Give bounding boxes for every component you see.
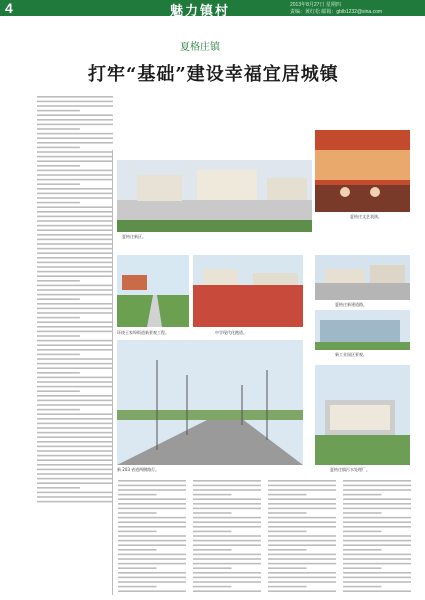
body-text-col5 — [342, 478, 412, 593]
text-line — [193, 508, 261, 510]
text-line — [193, 485, 261, 487]
text-line — [37, 436, 113, 438]
text-line — [37, 446, 113, 448]
text-line — [37, 119, 113, 121]
text-line — [343, 544, 411, 546]
text-line — [37, 124, 113, 126]
text-line — [343, 590, 411, 592]
text-line — [343, 494, 382, 496]
text-line — [193, 480, 261, 482]
text-line — [37, 142, 113, 144]
text-line — [343, 498, 411, 500]
text-line — [37, 450, 113, 452]
text-line — [37, 372, 80, 374]
text-line — [343, 554, 411, 556]
text-line — [37, 303, 113, 305]
text-line — [37, 312, 113, 314]
text-line — [37, 275, 113, 277]
text-line — [343, 521, 411, 523]
text-line — [268, 544, 336, 546]
photo-lights — [117, 340, 303, 465]
text-line — [118, 517, 186, 519]
text-line — [118, 567, 157, 569]
caption-plant: 夏格庄镇污水处理厂。 — [330, 467, 370, 472]
text-line — [37, 344, 113, 346]
text-line — [268, 498, 336, 500]
text-line — [343, 489, 411, 491]
photo-town — [117, 160, 312, 232]
caption-street: 夏格庄新建道路。 — [335, 302, 367, 307]
text-line — [37, 478, 113, 480]
text-line — [268, 586, 307, 588]
text-line — [343, 586, 382, 588]
text-line — [37, 473, 113, 475]
text-line — [37, 257, 113, 259]
text-line — [37, 492, 113, 494]
text-line — [118, 508, 186, 510]
text-line — [37, 220, 113, 222]
text-line — [268, 558, 336, 560]
text-line — [193, 531, 232, 533]
text-line — [37, 216, 113, 218]
text-line — [37, 308, 113, 310]
text-line — [268, 581, 336, 583]
text-line — [268, 577, 336, 579]
text-line — [193, 544, 261, 546]
text-line — [37, 202, 80, 204]
text-line — [37, 294, 113, 296]
text-line — [37, 133, 113, 135]
text-line — [37, 289, 113, 291]
text-line — [37, 271, 113, 273]
text-line — [37, 160, 113, 162]
text-line — [37, 418, 113, 420]
text-line — [193, 521, 261, 523]
text-line — [343, 531, 382, 533]
text-line — [343, 517, 411, 519]
text-line — [37, 390, 80, 392]
text-line — [193, 526, 261, 528]
text-line — [343, 558, 411, 560]
text-line — [37, 165, 80, 167]
text-line — [343, 480, 411, 482]
text-line — [37, 386, 113, 388]
text-line — [37, 423, 113, 425]
text-line — [37, 114, 113, 116]
text-line — [37, 170, 113, 172]
text-line — [193, 567, 232, 569]
text-line — [37, 331, 113, 333]
text-line — [193, 581, 261, 583]
text-line — [37, 137, 113, 139]
text-line — [37, 404, 113, 406]
text-line — [37, 110, 80, 112]
text-line — [343, 563, 411, 565]
text-line — [37, 317, 80, 319]
text-line — [118, 521, 186, 523]
text-line — [193, 577, 261, 579]
text-line — [37, 280, 80, 282]
text-line — [343, 540, 411, 542]
text-line — [268, 521, 336, 523]
text-line — [268, 503, 336, 505]
text-line — [193, 489, 261, 491]
text-line — [343, 581, 411, 583]
text-line — [118, 590, 186, 592]
text-line — [118, 512, 157, 514]
text-line — [118, 494, 157, 496]
text-line — [193, 586, 232, 588]
editor-info: 责编：黄红松 邮箱：gblb1232@sina.com — [290, 9, 383, 15]
text-line — [268, 572, 336, 574]
text-line — [268, 512, 307, 514]
text-line — [37, 469, 113, 471]
text-line — [37, 413, 113, 415]
text-line — [268, 517, 336, 519]
text-line — [268, 563, 336, 565]
text-line — [343, 508, 411, 510]
photo-track — [193, 255, 303, 327]
text-line — [343, 535, 411, 537]
text-line — [37, 105, 113, 107]
caption-road: 环绕王家埠街道新景观工程。 — [117, 330, 169, 335]
text-line — [193, 590, 261, 592]
text-line — [37, 354, 80, 356]
text-line — [118, 480, 186, 482]
text-line — [37, 321, 113, 323]
text-line — [37, 441, 113, 443]
text-line — [268, 567, 307, 569]
text-line — [268, 549, 307, 551]
text-line — [193, 554, 261, 556]
caption-lights: 新 203 省道两侧路灯。 — [117, 467, 160, 472]
text-line — [118, 503, 186, 505]
text-line — [37, 188, 113, 190]
text-line — [118, 554, 186, 556]
text-line — [268, 531, 307, 533]
text-line — [37, 395, 113, 397]
text-line — [118, 489, 186, 491]
text-line — [37, 239, 113, 241]
text-line — [268, 535, 336, 537]
text-line — [37, 179, 113, 181]
text-line — [37, 248, 113, 250]
text-line — [37, 455, 113, 457]
text-line — [37, 340, 113, 342]
text-line — [343, 567, 382, 569]
text-line — [118, 558, 186, 560]
text-line — [37, 298, 80, 300]
text-line — [37, 243, 113, 245]
text-line — [37, 400, 113, 402]
text-line — [37, 151, 113, 153]
text-line — [37, 266, 113, 268]
text-line — [37, 262, 113, 264]
text-line — [37, 96, 113, 98]
text-line — [37, 128, 80, 130]
text-line — [118, 549, 157, 551]
text-line — [37, 459, 113, 461]
text-line — [37, 197, 113, 199]
page-number: 4 — [5, 0, 13, 16]
photo-plant — [315, 365, 410, 465]
text-line — [268, 554, 336, 556]
text-line — [37, 377, 113, 379]
text-line — [37, 326, 113, 328]
text-line — [118, 572, 186, 574]
text-line — [193, 558, 261, 560]
text-line — [37, 367, 113, 369]
divider — [112, 150, 113, 595]
column-title: 魅力镇村 — [170, 3, 231, 18]
text-line — [37, 358, 113, 360]
text-line — [193, 549, 232, 551]
text-line — [268, 508, 336, 510]
text-line — [37, 381, 113, 383]
text-line — [37, 496, 113, 498]
caption-town: 夏格庄新区。 — [122, 234, 146, 239]
text-line — [193, 503, 261, 505]
text-line — [193, 540, 261, 542]
text-line — [268, 540, 336, 542]
photo-factory — [315, 310, 410, 350]
text-line — [37, 206, 113, 208]
text-line — [118, 526, 186, 528]
text-line — [193, 494, 232, 496]
text-line — [118, 586, 157, 588]
text-line — [268, 485, 336, 487]
text-line — [118, 498, 186, 500]
body-text-col1 — [36, 94, 114, 504]
text-line — [118, 540, 186, 542]
text-line — [268, 590, 336, 592]
text-line — [343, 512, 382, 514]
text-line — [37, 363, 113, 365]
text-line — [343, 549, 382, 551]
text-line — [193, 512, 232, 514]
text-line — [37, 225, 113, 227]
text-line — [343, 526, 411, 528]
body-text-col3 — [192, 478, 262, 593]
body-text-col4 — [267, 478, 337, 593]
text-line — [193, 535, 261, 537]
caption-track: 中学现代化跑道。 — [215, 330, 247, 335]
text-line — [193, 517, 261, 519]
text-line — [118, 535, 186, 537]
article-title: 打牢“基础”建设幸福宜居城镇 — [88, 64, 339, 85]
text-line — [268, 489, 336, 491]
text-line — [37, 229, 113, 231]
page-header — [0, 0, 425, 16]
text-line — [37, 335, 80, 337]
text-line — [118, 485, 186, 487]
text-line — [268, 494, 307, 496]
text-line — [37, 285, 113, 287]
text-lines-col1 — [36, 94, 114, 504]
photo-road — [117, 255, 189, 327]
text-line — [118, 563, 186, 565]
caption-factory: 新工业园区景观。 — [335, 352, 367, 357]
text-line — [37, 409, 80, 411]
text-line — [193, 498, 261, 500]
article-subtitle: 夏格庄镇 — [180, 42, 220, 53]
text-line — [118, 581, 186, 583]
text-line — [37, 234, 113, 236]
text-line — [343, 577, 411, 579]
text-line — [268, 526, 336, 528]
text-line — [193, 572, 261, 574]
text-line — [37, 432, 113, 434]
issue-date: 2013年8月27日 星期四 — [290, 2, 341, 8]
text-line — [37, 427, 113, 429]
text-line — [37, 487, 80, 489]
text-line — [37, 147, 80, 149]
text-line — [37, 501, 113, 503]
text-line — [268, 480, 336, 482]
text-line — [37, 482, 113, 484]
text-line — [37, 156, 113, 158]
text-line — [118, 531, 157, 533]
text-line — [37, 252, 113, 254]
text-line — [37, 174, 113, 176]
text-line — [37, 211, 113, 213]
text-line — [37, 464, 113, 466]
text-line — [37, 183, 80, 185]
text-line — [118, 577, 186, 579]
text-line — [343, 485, 411, 487]
caption-stage: 夏格庄文艺表演。 — [350, 214, 382, 219]
text-line — [37, 193, 113, 195]
text-line — [193, 563, 261, 565]
text-line — [343, 572, 411, 574]
text-line — [343, 503, 411, 505]
body-text-col2 — [117, 478, 187, 593]
photo-stage — [315, 130, 410, 212]
text-line — [37, 349, 113, 351]
photo-street — [315, 255, 410, 300]
text-line — [118, 544, 186, 546]
text-line — [37, 101, 113, 103]
